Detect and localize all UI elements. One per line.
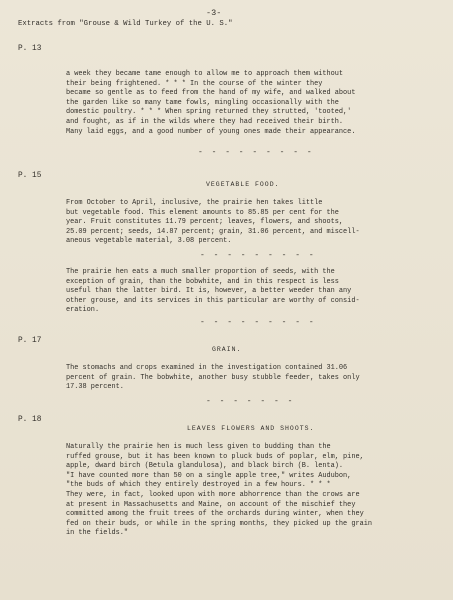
text-line: Many laid eggs, and a good number of young ones made their appearance. (66, 127, 356, 136)
text-line: useful than the latter bird. It is, however, a better weeder than any (66, 287, 352, 296)
text-line: aneous vegetable material, 3.08 percent. (66, 237, 232, 246)
text-line: but vegetable food. This element amounts to 85.85 per cent for the (66, 208, 339, 217)
text-line: domestic poultry. * * * When spring returned they strutted, 'tooted,' (66, 108, 352, 117)
text-line: 17.38 percent. (66, 383, 124, 392)
separator-dashes: - - - - - - - - - (200, 251, 316, 260)
paragraph-leaves-flowers-shoots (66, 443, 372, 539)
text-line: apple, dward birch (Betula glandulosa), and black birch (B. lenta). (66, 462, 344, 471)
page-number: -3- (206, 8, 222, 18)
section-heading-grain: GRAIN. (212, 346, 242, 353)
text-line: other grouse, and its services in this particular are worthy of consid- (66, 296, 360, 305)
paragraph-grain (66, 364, 360, 393)
text-line: ruffed grouse, but it has been known to pluck buds of poplar, elm, pine, (66, 452, 364, 461)
text-line: in the fields." (66, 529, 129, 538)
section-heading-vegetable-food: VEGETABLE FOOD. (206, 181, 280, 188)
document-header: Extracts from "Grouse & Wild Turkey of the U. S." (18, 20, 233, 28)
text-line: The prairie hen eats a much smaller proportion of seeds, with the (66, 268, 335, 276)
page-reference-18: P. 18 (18, 416, 42, 424)
text-line: a week they became tame enough to allow me to approach them without (66, 70, 344, 78)
text-line: "I have counted more than 50 on a single apple tree," writes Audubon, (66, 471, 352, 480)
separator-dashes: - - - - - - - - - (200, 318, 316, 327)
paragraph-p13 (66, 70, 355, 137)
text-line: Naturally the prairie hen is much less given to budding than the (66, 443, 331, 451)
separator-dashes: - - - - - - - - - (198, 148, 314, 157)
text-line: The stomachs and crops examined in the investigation contained 31.06 (66, 364, 348, 372)
text-line: committed among the fruit trees of the orchards during winter, when they (66, 510, 364, 519)
text-line: 25.09 percent; seeds, 14.87 percent; grain, 31.06 percent, and miscell- (66, 227, 360, 236)
text-line: "the buds of which they entirely destroyed in a few hours. * * * (66, 481, 331, 490)
text-line: exception of grain, than the bobwhite, and in this respect is less (66, 277, 339, 286)
page-reference-15: P. 15 (18, 172, 42, 180)
text-line: and fought, as if in the wilds where they had received their birth. (66, 117, 344, 126)
page-reference-13: P. 13 (18, 45, 42, 53)
text-line: eration. (66, 306, 100, 315)
text-line: became so gentle as to feed from the hand of my wife, and walked about (66, 89, 356, 98)
separator-dashes: - - - - - - - (206, 397, 295, 406)
text-line: their being frightened. * * * In the course of the winter they (66, 79, 323, 88)
text-line: fed on their buds, or while in the spring months, they picked up the grain (66, 519, 372, 528)
text-line: percent of grain. The bobwhite, another busy stubble feeder, takes only (66, 373, 360, 382)
text-line: They were, in fact, looked upon with more abhorrence than the crows are (66, 490, 360, 499)
page-reference-17: P. 17 (18, 337, 42, 345)
text-line: year. Fruit constitutes 11.79 percent; leaves, flowers, and shoots, (66, 218, 344, 227)
text-line: the garden like so many tame fowls, mingling occasionally with the (66, 98, 339, 107)
paragraph-prairie-hen-seeds (66, 268, 360, 316)
section-heading-leaves-flowers-shoots: LEAVES FLOWERS AND SHOOTS. (187, 425, 315, 432)
text-line: at present in Massachusetts and Maine, on account of the mischief they (66, 500, 356, 509)
paragraph-vegetable-food (66, 199, 360, 247)
text-line: From October to April, inclusive, the prairie hen takes little (66, 199, 323, 207)
